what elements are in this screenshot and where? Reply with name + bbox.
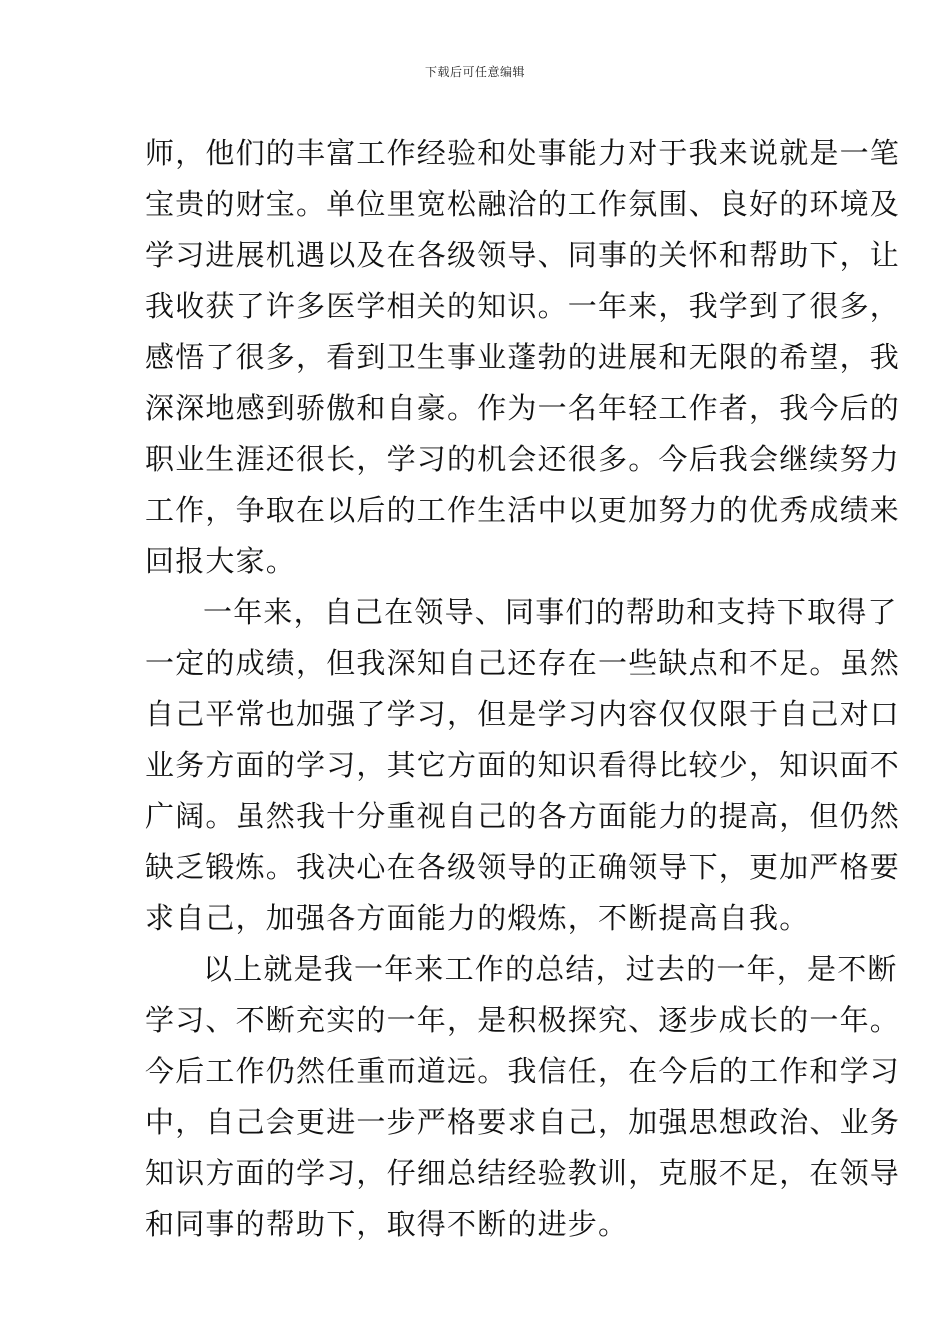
text-line: 业务方面的学习，其它方面的知识看得比较少，知识面不 <box>145 748 901 782</box>
text-line: 学习进展机遇以及在各级领导、同事的关怀和帮助下，让 <box>145 238 901 272</box>
text-line: 回报大家。 <box>145 544 297 578</box>
text-line: 和同事的帮助下，取得不断的进步。 <box>145 1207 629 1241</box>
text-line: 职业生涯还很长，学习的机会还很多。今后我会继续努力 <box>145 442 901 476</box>
text-line: 感悟了很多，看到卫生事业蓬勃的进展和无限的希望，我 <box>145 340 901 374</box>
paragraph-3 <box>145 944 901 1250</box>
text-line: 广阔。虽然我十分重视自己的各方面能力的提高，但仍然 <box>145 799 901 833</box>
paragraph-1 <box>145 128 901 587</box>
text-line: 知识方面的学习，仔细总结经验教训，克服不足，在领导 <box>145 1156 901 1190</box>
text-line: 今后工作仍然任重而道远。我信任，在今后的工作和学习 <box>145 1054 901 1088</box>
text-line: 深深地感到骄傲和自豪。作为一名年轻工作者，我今后的 <box>145 391 901 425</box>
text-line: 中，自己会更进一步严格要求自己，加强思想政治、业务 <box>145 1105 901 1139</box>
text-line: 一定的成绩，但我深知自己还存在一些缺点和不足。虽然 <box>145 646 901 680</box>
text-line: 一年来，自己在领导、同事们的帮助和支持下取得了 <box>203 595 898 629</box>
page-header: 下载后可任意编辑 <box>424 65 525 79</box>
text-line: 学习、不断充实的一年，是积极探究、逐步成长的一年。 <box>145 1003 901 1037</box>
text-line: 我收获了许多医学相关的知识。一年来，我学到了很多， <box>145 289 901 323</box>
text-line: 自己平常也加强了学习，但是学习内容仅仅限于自己对口 <box>145 697 901 731</box>
text-line: 师，他们的丰富工作经验和处事能力对于我来说就是一笔 <box>145 136 901 170</box>
paragraph-2 <box>145 587 901 944</box>
document-body <box>145 128 901 1250</box>
text-line: 宝贵的财宝。单位里宽松融洽的工作氛围、良好的环境及 <box>145 187 901 221</box>
text-line: 工作，争取在以后的工作生活中以更加努力的优秀成绩来 <box>145 493 901 527</box>
text-line: 求自己，加强各方面能力的煅炼，不断提高自我。 <box>145 901 810 935</box>
text-line: 以上就是我一年来工作的总结，过去的一年，是不断 <box>203 952 898 986</box>
text-line: 缺乏锻炼。我决心在各级领导的正确领导下，更加严格要 <box>145 850 901 884</box>
